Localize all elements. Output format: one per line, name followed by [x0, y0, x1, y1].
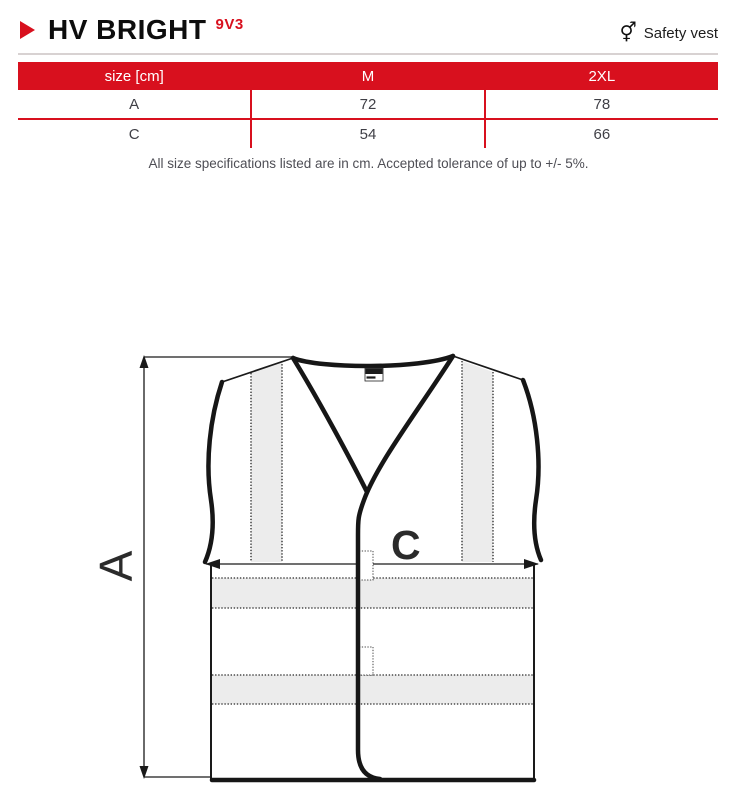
table-row-c — [18, 119, 718, 148]
left-neck-edge — [293, 358, 367, 492]
lower-velcro-tab — [359, 647, 373, 675]
table-row-a — [18, 90, 718, 119]
collar-label-tag — [365, 368, 383, 381]
vest-size-diagram — [88, 332, 572, 802]
upper-body-band — [212, 578, 534, 608]
dimension-cell: C — [18, 119, 251, 148]
value-cell: 78 — [485, 90, 718, 119]
unisex-gender-icon: ⚥ — [619, 22, 637, 44]
tolerance-note: All size specifications listed are in cm. Accepted tolerance of up to +/- 5%. — [148, 156, 589, 171]
size-table-header — [18, 62, 718, 90]
value-cell: 66 — [485, 119, 718, 148]
height-dimension-label: A — [90, 550, 143, 582]
right-armhole-line — [523, 380, 541, 560]
column-header-m: M — [251, 62, 484, 90]
value-cell: 54 — [251, 119, 484, 148]
product-code: 9V3 — [215, 16, 244, 33]
page-header — [20, 14, 718, 46]
upper-velcro-tab — [359, 551, 373, 580]
lower-body-band — [212, 675, 534, 704]
bullet-arrow-icon — [20, 21, 35, 39]
category-badge — [620, 24, 718, 43]
left-armhole-line — [205, 382, 222, 562]
size-table — [18, 62, 718, 148]
right-shoulder-stripe — [462, 361, 493, 562]
collar-line — [293, 356, 453, 366]
dimension-cell: A — [129, 95, 140, 113]
chest-arrow-right — [524, 559, 539, 569]
velcro-tabs — [359, 551, 373, 675]
column-header-2xl: 2XL — [485, 62, 718, 90]
column-header-size: size [cm] — [18, 62, 251, 90]
header-row — [18, 62, 718, 90]
category-label: Safety vest — [643, 25, 718, 42]
value-cell: 72 — [251, 90, 484, 119]
left-shoulder-stripe — [251, 361, 282, 562]
header-divider — [18, 53, 718, 55]
product-title: HV BRIGHT — [48, 14, 207, 45]
product-heading — [20, 14, 244, 46]
chest-dimension-label: C — [391, 522, 421, 568]
